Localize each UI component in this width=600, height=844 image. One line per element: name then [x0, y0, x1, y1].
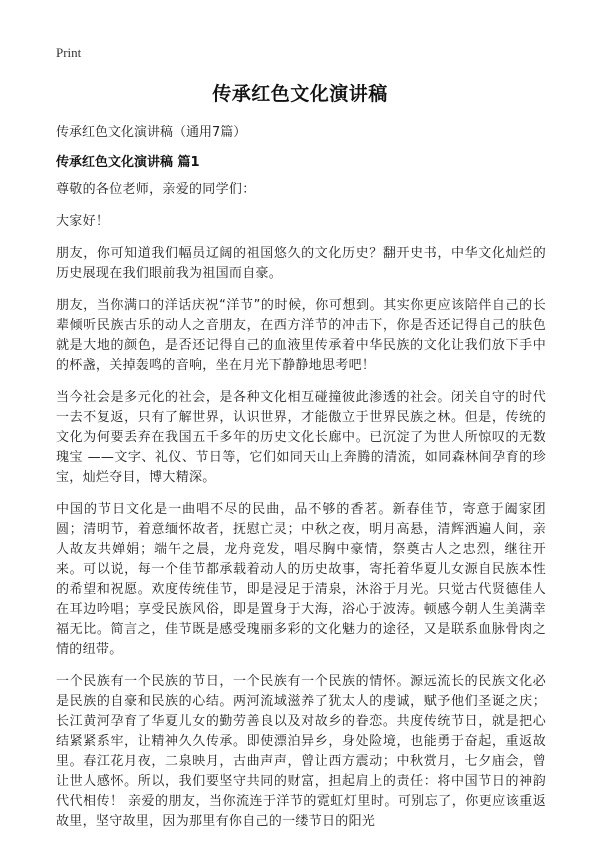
paragraph-intro: 朋友，你可知道我们幅员辽阔的祖国悠久的文化历史？翻开史书，中华文化灿烂的历史展现在我们眼前我为祖国而自豪。 — [56, 246, 546, 281]
paragraph-festival-culture: 中国的节日文化是一曲唱不尽的民曲，品不够的香茗。新春佳节，寄意于阖家团圆；清明节，着意缅怀故者，抚慰亡灵；中秋之夜，明月高悬，清辉洒遍人间，亲人故友共婵娟；端午之晨，龙舟竞发，唱尽胸中豪情，祭奠古人之忠烈，继往开来。可以说，每一个佳节都承载着动人的历史故事，寄托着华夏儿女源自民族本性的希望和祝愿。欢度传统佳节，即是浸足于清泉，沐浴于月光。只觉古代贤德佳人在耳边吟唱；享受民族风俗，即是置身于大海，浴心于波涛。顿感今朝人生美满幸福无比。简言之，佳节既是感受瑰丽多彩的文化魅力的途径，又是联系血脉骨肉之情的纽带。 — [56, 502, 546, 657]
paragraph-salutation: 尊敬的各位老师，亲爱的同学们： — [56, 182, 256, 197]
paragraph-foreign-festivals: 朋友，当你满口的洋话庆祝“洋节”的时候，你可想到。其实你更应该陪伴自己的长辈倾听民族古乐的动人之音朋友，在西方洋节的冲击下，你是否还记得自己的肤色就是大地的颜色，是否还记得自己的血液里传承着中华民族的文化让我们放下手中的杯盏，关掉轰鸣的音响，坐在月光下静静地思考吧！ — [56, 298, 546, 373]
paragraph-national-sentiment: 一个民族有一个民族的节日，一个民族有一个民族的情怀。源远流长的民族文化必是民族的自豪和民族的心结。两河流域滋养了犹太人的虔诚，赋予他们圣诞之庆；长江黄河孕育了华夏儿女的勤劳善良以及对故乡的眷恋。共度传统节日，就是把心结紧紧系牢，让精神久久传承。即使漂泊异乡，身处险境，也能勇于奋起，重返故里。春江花月夜，二泉映月，古曲声声，曾让西方震动；中秋赏月，七夕庙会，曾让世人感怀。所以，我们要坚守共同的财富，担起肩上的责任：将中国节日的神韵代代相传！ 亲爱的朋友，当你流连于洋节的霓虹灯里时。可别忘了，你更应该重返故里，坚守故里，因为那里有你自己的一缕节日的阳光 — [56, 674, 546, 829]
paragraph-greeting: 大家好！ — [56, 214, 110, 229]
document-title: 传承红色文化演讲稿 — [212, 83, 388, 105]
paragraph-multicultural-society: 当今社会是多元化的社会，是各种文化相互碰撞彼此渗透的社会。闭关自守的时代一去不复返，只有了解世界，认识世界，才能傲立于世界民族之林。但是，传统的文化为何要丢弃在我国五千多年的历史文化长廊中。已沉淀了为世人所惊叹的无数瑰宝 ——文字、礼仪、节日等，它们如同天山上奔腾的清流，如同森林间孕育的珍宝，灿烂夺目，博大精深。 — [56, 390, 546, 485]
section-heading: 传承红色文化演讲稿 篇1 — [56, 155, 200, 170]
document-subtitle: 传承红色文化演讲稿（通用7篇） — [56, 125, 247, 140]
print-link[interactable]: Print — [56, 45, 82, 60]
document-body — [56, 180, 546, 844]
